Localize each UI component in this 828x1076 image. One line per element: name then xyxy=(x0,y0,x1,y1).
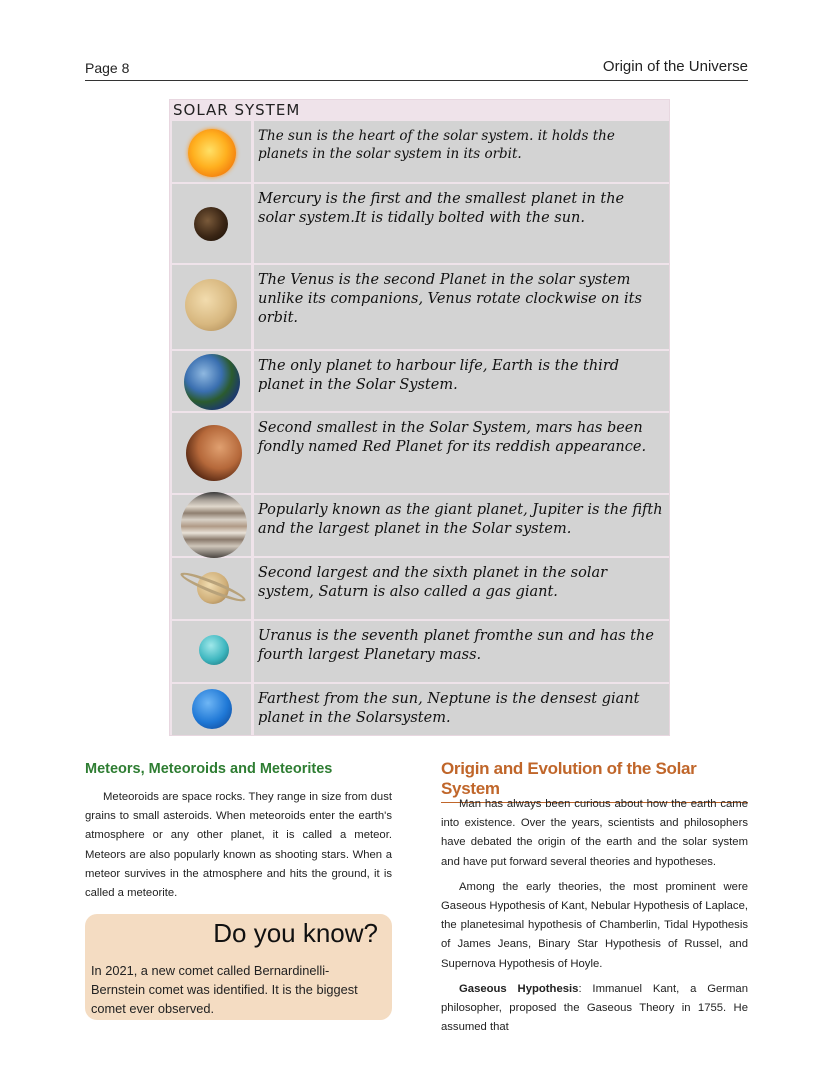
planet-description: The only planet to harbour life, Earth is the third planet in the Solar System. xyxy=(254,351,669,411)
planet-cell xyxy=(172,265,251,349)
planet-description: Second largest and the sixth planet in the solar system, Saturn is also called a gas giant. xyxy=(254,558,669,619)
meteors-heading: Meteors, Meteoroids and Meteorites xyxy=(85,761,333,777)
origin-paragraph-2: Among the early theories, the most prominent were Gaseous Hypothesis of Kant, Nebular Hypothesis of Laplace, the planetesimal hypothesis of Chamberlin, Tidal Hypothesis of James Jeans, Binary Star Hypothesis of Russel, and Supernova Hypothesis of Hoyle. xyxy=(441,880,748,970)
table-row xyxy=(172,184,669,263)
jupiter-image xyxy=(181,492,247,558)
do-you-know-title: Do you know? xyxy=(213,918,378,948)
planet-cell xyxy=(172,351,251,411)
planet-description: Popularly known as the giant planet, Jupiter is the fifth and the largest planet in the Solar system. xyxy=(254,495,669,556)
solar-system-table xyxy=(169,99,670,736)
page-number: Page 8 xyxy=(85,60,130,76)
solar-system-heading: SOLAR SYSTEM xyxy=(173,101,301,119)
table-row xyxy=(172,351,669,411)
origin-heading: Origin and Evolution of the Solar System xyxy=(441,759,748,803)
planet-cell xyxy=(172,121,251,182)
venus-image xyxy=(185,279,237,331)
meteors-paragraph: Meteoroids are space rocks. They range in size from dust grains to small asteroids. When meteoroids enter the earth's atmosphere or any other planet, it is called a meteor. Meteors are also popularly known as shooting stars. When a meteor survives in the atmosphere and hits the ground, it is called a meteorite. xyxy=(85,791,392,900)
table-row xyxy=(172,121,669,182)
origin-paragraph-3 xyxy=(441,980,748,1038)
planet-cell xyxy=(172,413,251,493)
planet-cell xyxy=(172,558,251,619)
uranus-image xyxy=(199,635,229,665)
page-header xyxy=(85,58,748,81)
planet-description: Farthest from the sun, Neptune is the densest giant planet in the Solarsystem. xyxy=(254,684,669,735)
table-row xyxy=(172,413,669,493)
mercury-image xyxy=(194,207,228,241)
book-title: Origin of the Universe xyxy=(602,58,748,75)
origin-paragraph-1: Man has always been curious about how the earth came into existence. Over the years, scientists and philosophers have debated the origin of the earth and the solar system and have put forward several theories and hypotheses. xyxy=(441,798,748,868)
gaseous-hypothesis-label: Gaseous Hypothesis xyxy=(459,982,579,995)
table-row xyxy=(172,558,669,619)
do-you-know-box xyxy=(85,914,392,1020)
table-row xyxy=(172,684,669,735)
gaseous-hypothesis-text: : Immanuel Kant, a German philosopher, proposed the Gaseous Theory in 1755. He assumed that xyxy=(441,982,749,1034)
table-row xyxy=(172,495,669,556)
planet-cell xyxy=(172,495,251,556)
table-row xyxy=(172,621,669,682)
do-you-know-text: In 2021, a new comet called Bernardinelli-Bernstein comet was identified. It is the biggest comet ever observed. xyxy=(91,963,358,1016)
planet-description: Mercury is the first and the smallest planet in the solar system.It is tidally bolted with the sun. xyxy=(254,184,669,263)
sun-image xyxy=(188,129,236,177)
earth-image xyxy=(184,354,240,410)
table-row xyxy=(172,265,669,349)
saturn-image xyxy=(178,566,248,610)
planet-description: The Venus is the second Planet in the solar system unlike its companions, Venus rotate clockwise on its orbit. xyxy=(254,265,669,349)
planet-description: Second smallest in the Solar System, mars has been fondly named Red Planet for its reddish appearance. xyxy=(254,413,669,493)
neptune-image xyxy=(192,689,232,729)
planet-cell xyxy=(172,621,251,682)
planet-description: The sun is the heart of the solar system. it holds the planets in the solar system in its orbit. xyxy=(254,121,669,182)
mars-image xyxy=(186,425,242,481)
planet-cell xyxy=(172,184,251,263)
planet-cell xyxy=(172,684,251,735)
planet-description: Uranus is the seventh planet fromthe sun and has the fourth largest Planetary mass. xyxy=(254,621,669,682)
origin-body xyxy=(441,795,748,1043)
